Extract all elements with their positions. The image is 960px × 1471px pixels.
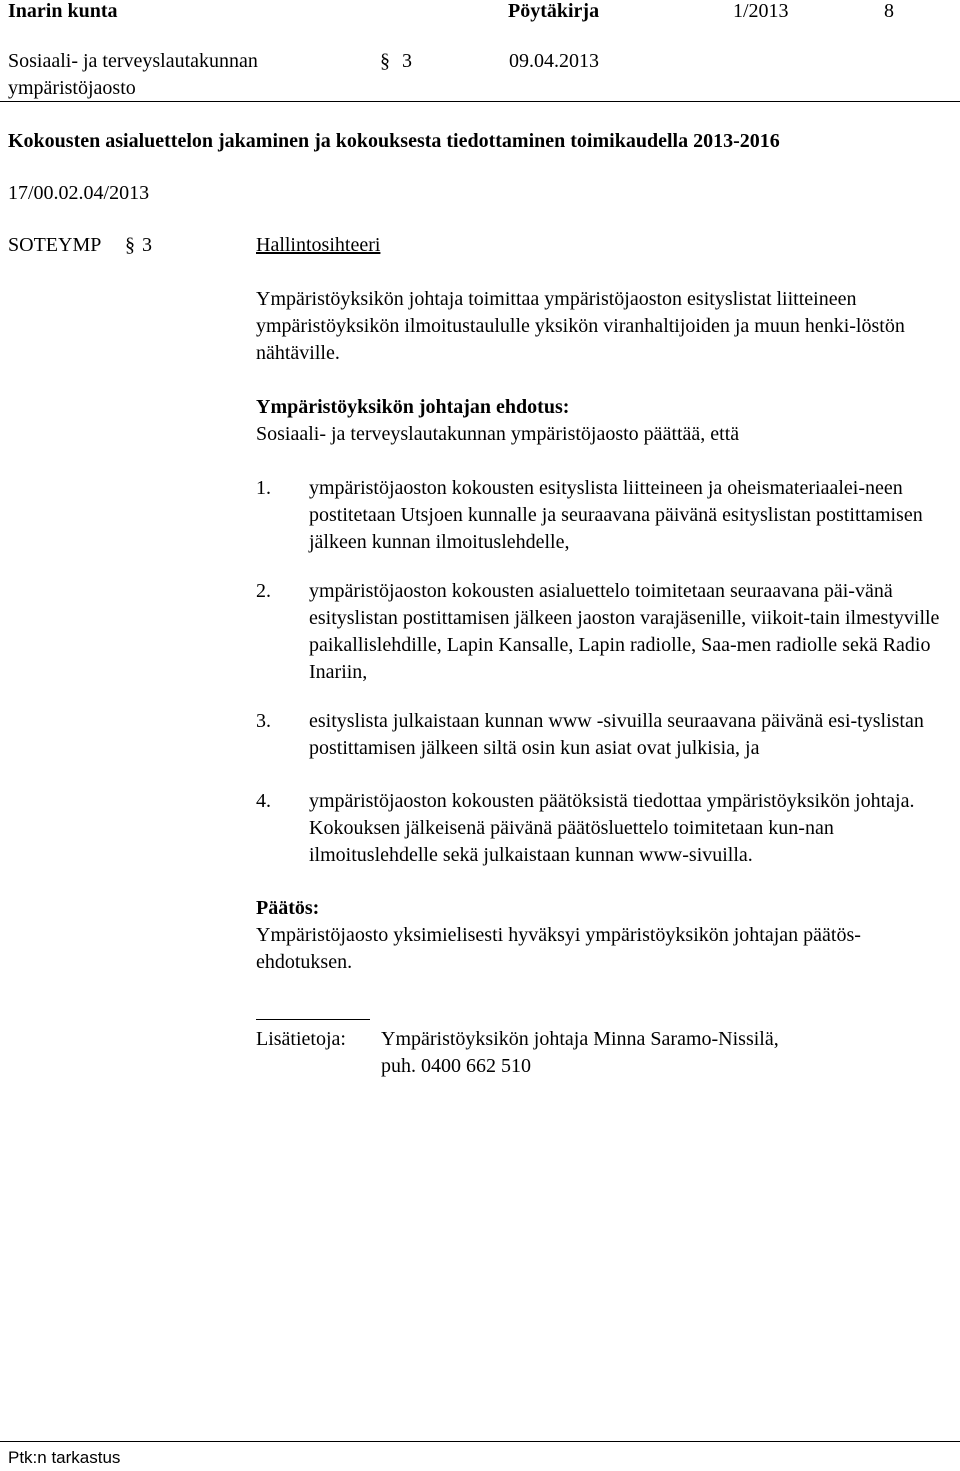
list-item-text: ympäristöjaoston kokousten asialuettelo toimitetaan seuraavana päi-vänä esityslistan postittamisen jälkeen jaoston varajäsenille, viikoit-tain ilmestyville paikallislehdille, Lapin Kansalle, Lapin radiolle, Saa-men radiolle sekä Radio Inariin,	[309, 580, 940, 683]
list-item-number: 4.	[256, 790, 271, 812]
list-item-text: esityslista julkaistaan kunnan www -sivuilla seuraavana päivänä esi-tyslistan postittamisen jälkeen siltä osin kun asiat ovat julkisia, ja	[309, 710, 924, 759]
footer-divider	[0, 1441, 960, 1442]
header-section-sign: §	[380, 50, 390, 72]
matter-title: Kokousten asialuettelon jakaminen ja kokouksesta tiedottaminen toimikaudella 2013-2016	[8, 130, 780, 152]
list-item-number: 3.	[256, 710, 271, 732]
decision-text: Ympäristöjaosto yksimielisesti hyväksyi ympäristöyksikön johtajan päätös-ehdotuksen.	[256, 924, 861, 973]
list-item-text: ympäristöjaoston kokousten esityslista liitteineen ja oheismateriaalei-neen postitetaan Utsjoen kunnalle ja seuraavana päivänä esityslistan postittamisen jälkeen kunnan ilmoituslehdelle,	[309, 477, 923, 553]
info-label: Lisätietoja:	[256, 1028, 346, 1050]
proposal-text: Sosiaali- ja terveyslautakunnan ympäristöjaosto päättää, että	[256, 423, 740, 445]
municipality-name: Inarin kunta	[8, 0, 118, 22]
header-section-number: 3	[402, 50, 412, 72]
contact-phone: puh. 0400 662 510	[381, 1055, 531, 1077]
preparer-heading: Hallintosihteeri	[256, 234, 381, 256]
review-label: Ptk:n tarkastus	[8, 1448, 121, 1467]
committee-name-line1: Sosiaali- ja terveyslautakunnan	[8, 50, 258, 72]
decision-heading: Päätös:	[256, 897, 320, 919]
record-number: 17/00.02.04/2013	[8, 182, 150, 204]
committee-name-line2: ympäristöjaosto	[8, 77, 136, 99]
proposal-heading: Ympäristöyksikön johtajan ehdotus:	[256, 396, 570, 418]
matter-section-number: 3	[142, 234, 152, 256]
document-number: 1/2013	[733, 0, 789, 22]
intro-paragraph: Ympäristöyksikön johtaja toimittaa ympäristöjaoston esityslistat liitteineen ympäristöyksikön ilmoitustaululle yksikön viranhaltijoiden ja muun henki-löstön nähtäville.	[256, 288, 905, 364]
meeting-date: 09.04.2013	[509, 50, 599, 72]
info-separator	[256, 1019, 370, 1020]
matter-code: SOTEYMP	[8, 234, 102, 256]
document-type: Pöytäkirja	[508, 0, 600, 22]
matter-section-sign: §	[125, 234, 135, 256]
header-divider	[0, 101, 960, 102]
list-item-text: ympäristöjaoston kokousten päätöksistä tiedottaa ympäristöyksikön johtaja. Kokouksen jälkeisenä päivänä päätösluettelo toimitetaan kun-nan ilmoituslehdelle sekä julkaistaan kunnan www-sivuilla.	[309, 790, 915, 866]
list-item-number: 1.	[256, 477, 271, 499]
list-item-number: 2.	[256, 580, 271, 602]
contact-person: Ympäristöyksikön johtaja Minna Saramo-Nissilä,	[381, 1028, 779, 1050]
page-number: 8	[884, 0, 894, 22]
